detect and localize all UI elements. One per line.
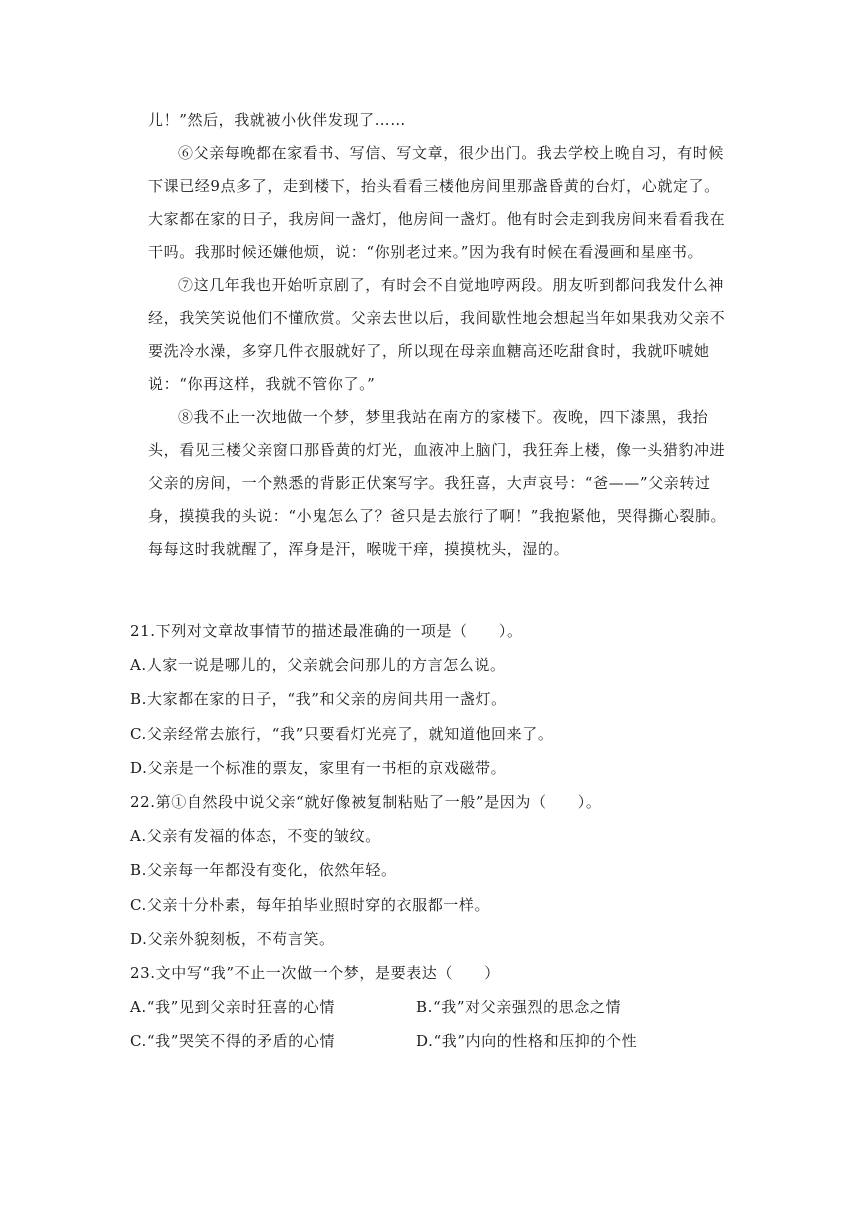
question-22-option-c: C.父亲十分朴素，每年拍毕业照时穿的衣服都一样。 — [130, 895, 491, 914]
question-23-options-row-2 — [130, 1024, 730, 1058]
question-21-option-b: B.大家都在家的日子，“我”和父亲的房间共用一盏灯。 — [130, 690, 507, 709]
question-21-stem: 21.下列对文章故事情节的描述最准确的一项是（ ）。 — [130, 622, 523, 640]
question-22-stem: 22.第①自然段中说父亲“就好像被复制粘贴了一般”是因为（ ）。 — [130, 793, 602, 812]
passage-line-continued: 儿！”然后，我就被小伙伴发现了…… — [148, 111, 406, 129]
question-21-option-d: D.父亲是一个标准的票友，家里有一书柜的京戏磁带。 — [130, 758, 507, 777]
question-21-option-c: C.父亲经常去旅行，“我”只要看灯光亮了，就知道他回来了。 — [130, 724, 554, 743]
question-22-option-b: B.父亲每一年都没有变化，依然年轻。 — [130, 861, 397, 880]
reading-passage — [148, 104, 732, 566]
question-23-option-d: D.“我”内向的性格和压抑的个性 — [416, 1032, 638, 1051]
question-23-stem: 23.文中写“我”不止一次做一个梦，是要表达（ ） — [130, 964, 500, 983]
question-21-option-a: A.人家一说是哪儿的，父亲就会问那儿的方言怎么说。 — [130, 656, 506, 675]
passage-paragraph-6: ⑥父亲每晚都在家看书、写信、写文章，很少出门。我去学校上晚自习，有时候下课已经9点多了，走到楼下，抬头看看三楼他房间里那盏昏黄的台灯，心就定了。大家都在家的日子，我房间一盏灯，他房间一盏灯。他有时会走到我房间来看看我在干吗。我那时候还嫌他烦，说：“你别老过来。”因为我有时候在看漫画和星座书。 — [148, 144, 726, 261]
question-23-option-b: B.“我”对父亲强烈的思念之情 — [416, 998, 622, 1017]
question-22-option-d: D.父亲外貌刻板，不苟言笑。 — [130, 929, 335, 948]
question-23-option-c: C.“我”哭笑不得的矛盾的心情 — [130, 1032, 336, 1051]
passage-paragraph-8: ⑧我不止一次地做一个梦，梦里我站在南方的家楼下。夜晚，四下漆黑，我抬头，看见三楼父亲窗口那昏黄的灯光，血液冲上脑门，我狂奔上楼，像一头猎豹冲进父亲的房间，一个熟悉的背影正伏案写字。我狂喜，大声哀号：“爸——”父亲转过身，摸摸我的头说：“小鬼怎么了？爸只是去旅行了啊！”我抱紧他，哭得撕心裂肺。每每这时我就醒了，浑身是汗，喉咙干痒，摸摸枕头，湿的。 — [148, 408, 727, 558]
passage-paragraph-7: ⑦这几年我也开始听京剧了，有时会不自觉地哼两段。朋友听到都问我发什么神经，我笑笑说他们不懂欣赏。父亲去世以后，我间歇性地会想起当年如果我劝父亲不要洗冷水澡，多穿几件衣服就好了，所以现在母亲血糖高还吃甜食时，我就吓唬她说：“你再这样，我就不管你了。” — [148, 276, 726, 393]
question-22-option-a: A.父亲有发福的体态，不变的皱纹。 — [130, 827, 381, 846]
question-23-option-a: A.“我”见到父亲时狂喜的心情 — [130, 998, 335, 1017]
question-23-options-row-1 — [130, 990, 730, 1024]
question-section — [130, 614, 730, 1059]
